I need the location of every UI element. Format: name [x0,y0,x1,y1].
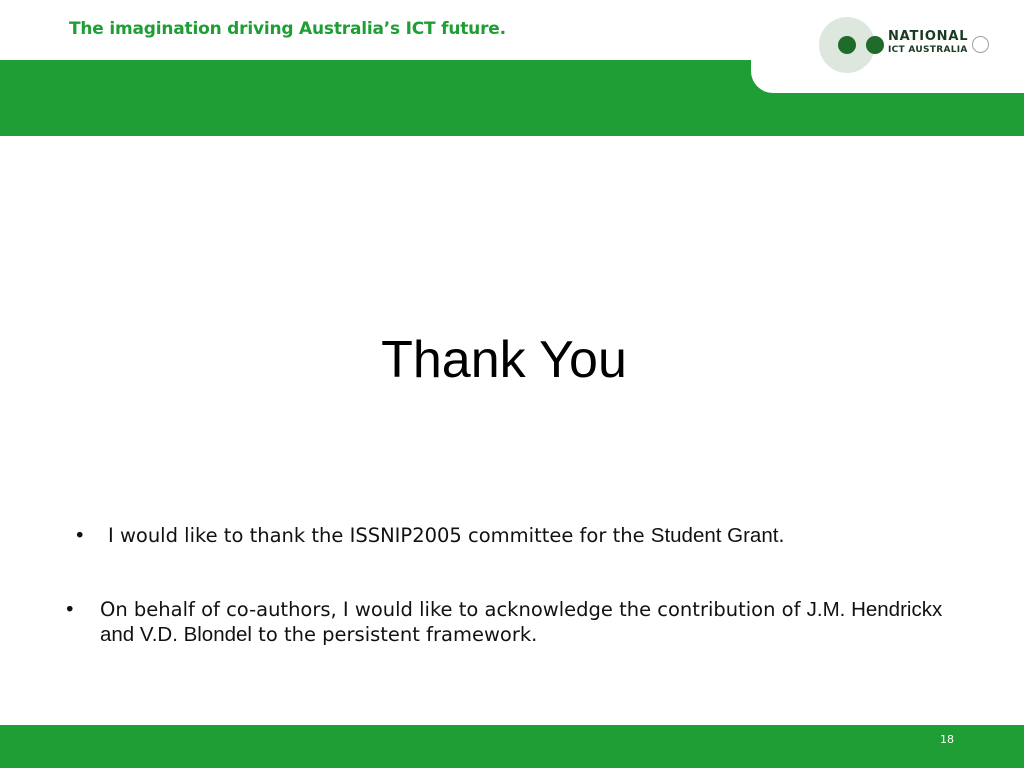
bullet-text [108,524,785,547]
logo-wordmark [888,30,968,56]
logo-dot-icon [866,36,884,54]
header-tagline: The imagination driving Australia’s ICT future. [69,19,506,39]
bullet-item [64,597,944,647]
bullet-text-plain: On behalf of co-authors, I would like to acknowledge the contribution of [100,598,807,621]
bullet-text-plain: I would like to thank the ISSNIP2005 committee for the [108,524,651,547]
slide-title: Thank You [381,331,627,389]
bullet-highlight: J.M. Hendrickx and V.D. Blondel [100,598,943,646]
logo-ring-icon [972,36,989,53]
logo-line-2: ICT AUSTRALIA [888,45,968,55]
bullet-marker: • [74,524,86,547]
bullet-text-plain: to the persistent framework. [251,623,538,646]
bullet-item [74,523,785,548]
footer-band [0,725,1024,768]
page-number: 18 [940,733,954,746]
bullet-marker: • [64,598,76,621]
bullet-text-plain: . [778,524,785,547]
logo-dot-icon [838,36,856,54]
bullet-text [100,597,944,647]
logo-line-1: NATIONAL [888,29,969,44]
bullet-highlight: Student Grant [650,524,779,547]
